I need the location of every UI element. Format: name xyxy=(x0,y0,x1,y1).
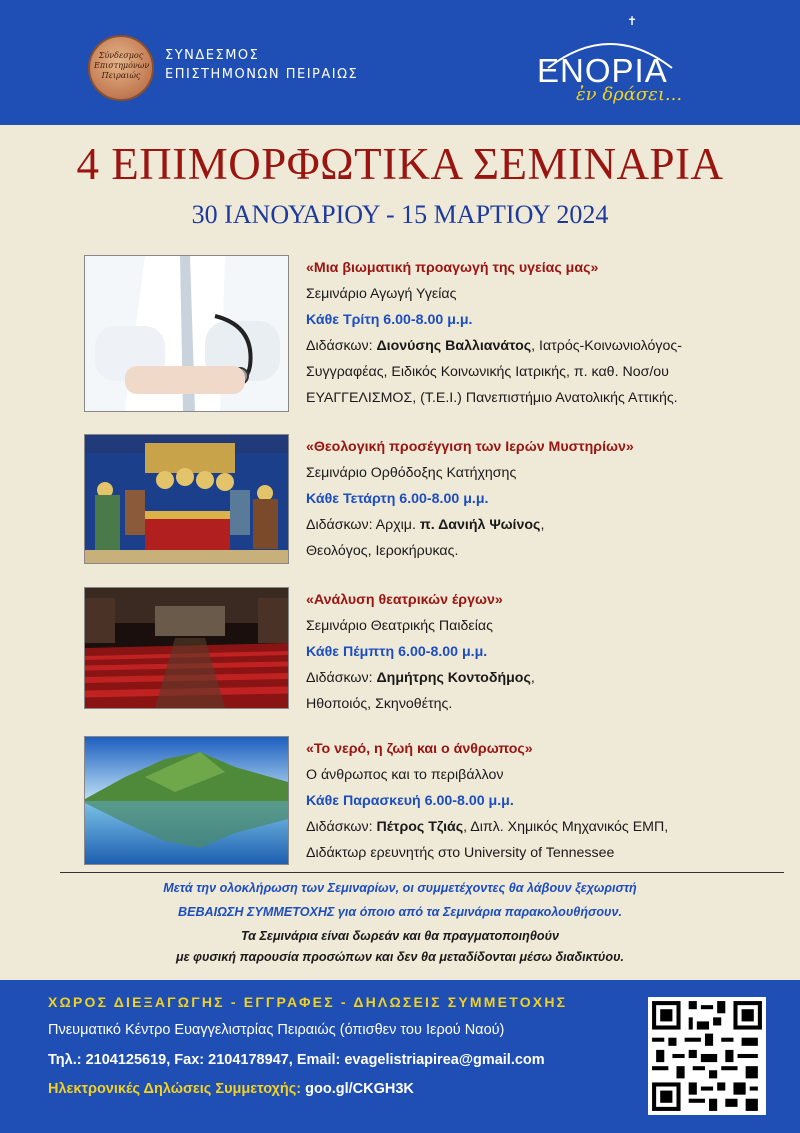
doctor-stethoscope-image xyxy=(84,255,289,412)
footer-banner xyxy=(0,980,800,1133)
seminar-teacher: Διδάσκων: Δημήτρης Κοντοδήμος, xyxy=(306,670,535,686)
seminar-teacher-desc: Διδάκτωρ ερευνητής στο University of Tennessee xyxy=(306,845,615,861)
free-attendance-note: Τα Σεμινάρια είναι δωρεάν και θα πραγματοποιηθούν xyxy=(240,929,560,943)
cross-icon: ✝ xyxy=(627,14,638,28)
seminar-title: «Ανάλυση θεατρικών έργων» xyxy=(306,592,503,608)
registration-link[interactable]: goo.gl/CKGH3K xyxy=(301,1081,414,1097)
seminar-schedule: Κάθε Τρίτη 6.00-8.00 μ.μ. xyxy=(306,312,473,328)
seminar-title: «Μια βιωματική προαγωγή της υγείας μας» xyxy=(306,260,599,276)
seminar-teacher-desc: Θεολόγος, Ιεροκήρυκας. xyxy=(306,543,459,559)
seminar-schedule: Κάθε Τετάρτη 6.00-8.00 μ.μ. xyxy=(306,491,489,507)
seminar-title: «Θεολογική προσέγγιση των Ιερών Μυστηρίων» xyxy=(306,439,634,455)
seminar-info xyxy=(306,434,776,564)
seminar-teacher-desc: ΕΥΑΓΓΕΛΙΣΜΟΣ, (Τ.Ε.Ι.) Πανεπιστήμιο Ανατολικής Αττικής. xyxy=(306,390,678,406)
seminar-info xyxy=(306,736,776,866)
seminar-schedule: Κάθε Παρασκευή 6.00-8.00 μ.μ. xyxy=(306,793,514,809)
seminar-teacher: Διδάσκων: Πέτρος Τζιάς, Διπλ. Χημικός Μηχανικός ΕΜΠ, xyxy=(306,819,669,835)
seminar-info xyxy=(306,587,776,717)
seminar-teacher: Διδάσκων: Αρχιμ. π. Δανιήλ Ψωίνος, xyxy=(306,517,545,533)
icon-painting-image xyxy=(84,434,289,564)
seminar-title: «Το νερό, η ζωή και ο άνθρωπος» xyxy=(306,741,533,757)
lake-mountain-image xyxy=(84,736,289,865)
brand-name: ΕΝΟΡΙΑ xyxy=(537,52,668,89)
seminar-teacher: Διδάσκων: Διονύσης Βαλλιανάτος, Ιατρός-Κοινωνιολόγος- xyxy=(306,338,682,354)
seminar-schedule: Κάθε Πέμπτη 6.00-8.00 μ.μ. xyxy=(306,644,488,660)
venue-address: Πνευματικό Κέντρο Ευαγγελιστρίας Πειραιώς (όπισθεν του Ιερού Ναού) xyxy=(48,1022,505,1038)
association-seal-logo: Σύνδεσμος Επιστημόνων Πειραιώς xyxy=(88,35,154,101)
contact-info: Τηλ.: 2104125619, Fax: 2104178947, Email: evagelistriapirea@gmail.com xyxy=(48,1052,545,1068)
header-banner xyxy=(0,0,800,125)
organization-name: ΣΥΝΔΕΣΜΟΣ ΕΠΙΣΤΗΜΟΝΩΝ ΠΕΙΡΑΙΩΣ xyxy=(165,48,359,82)
certificate-note: ΒΕΒΑΙΩΣΗ ΣΥΜΜΕΤΟΧΗΣ για όποιο από τα Σεμινάρια παρακολουθήσουν. xyxy=(177,905,623,919)
seminar-teacher-desc: Ηθοποιός, Σκηνοθέτης. xyxy=(306,696,453,712)
seminar-teacher-desc: Συγγραφέας, Ειδικός Κοινωνικής Ιατρικής, π. καθ. Νοσ/ου xyxy=(306,364,669,380)
page-title: 4 ΕΠΙΜΟΡΦΩΤΙΚΑ ΣΕΜΙΝΑΡΙΑ xyxy=(76,139,724,189)
brand-tagline: ἐν δράσει... xyxy=(576,84,683,105)
seminar-subtitle: Σεμινάριο Αγωγή Υγείας xyxy=(306,286,457,302)
seminar-subtitle: Σεμινάριο Ορθόδοξης Κατήχησης xyxy=(306,465,517,481)
free-attendance-note: με φυσική παρουσία προσώπων και δεν θα μεταδίδονται μέσω διαδικτύου. xyxy=(175,950,625,964)
seminar-subtitle: Ο άνθρωπος και το περιβάλλον xyxy=(306,767,504,783)
certificate-note: Μετά την ολοκλήρωση των Σεμιναρίων, οι συμμετέχοντες θα λάβουν ξεχωριστή xyxy=(163,881,637,895)
qr-code-icon[interactable] xyxy=(648,997,766,1115)
seminar-subtitle: Σεμινάριο Θεατρικής Παιδείας xyxy=(306,618,493,634)
enoria-logo xyxy=(532,14,692,114)
theatre-seats-image xyxy=(84,587,289,709)
seminar-info xyxy=(306,255,776,411)
venue-heading: ΧΩΡΟΣ ΔΙΕΞΑΓΩΓΗΣ - ΕΓΓΡΑΦΕΣ - ΔΗΛΩΣΕΙΣ ΣΥΜΜΕΤΟΧΗΣ xyxy=(48,994,568,1010)
online-registration: Ηλεκτρονικές Δηλώσεις Συμμετοχής: goo.gl/CKGH3K xyxy=(48,1081,414,1097)
date-range: 30 ΙΑΝΟΥΑΡΙΟΥ - 15 ΜΑΡΤΙΟΥ 2024 xyxy=(191,200,609,229)
divider xyxy=(60,872,784,873)
